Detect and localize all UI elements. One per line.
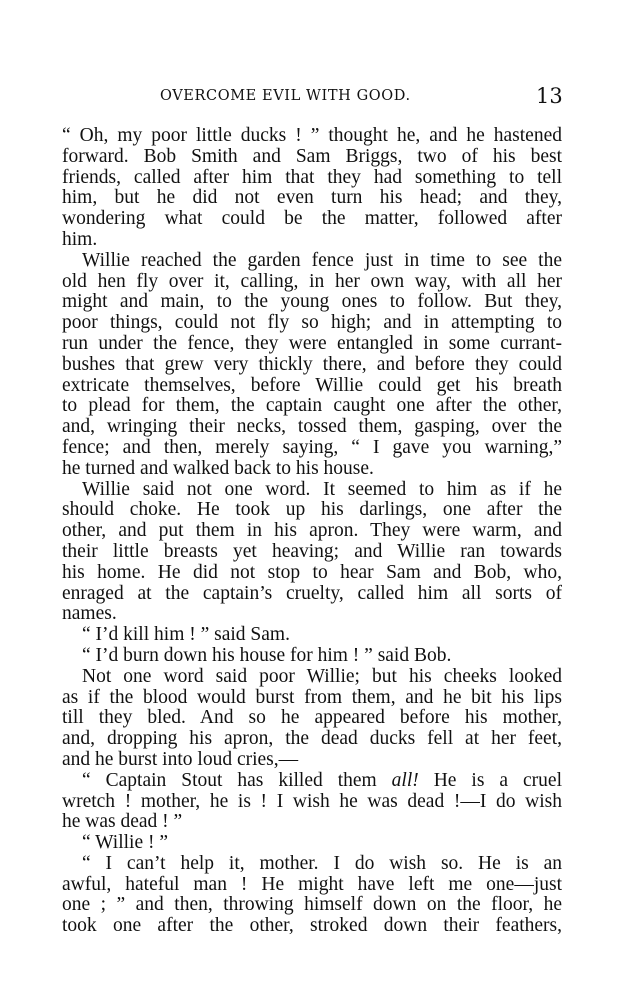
- text-line: “ I can’t help it, mother. I do wish so. He is an: [82, 853, 562, 874]
- text-line: and, dropping his apron, the dead ducks fell at her feet,: [62, 729, 562, 750]
- text-line: should choke. He took up his darlings, one after the: [62, 500, 562, 521]
- text-line: he turned and walked back to his house.: [62, 457, 374, 479]
- text-line: Willie said not one word. It seemed to him as if he: [82, 479, 562, 500]
- text-line: enraged at the captain’s cruelty, called him all sorts of: [62, 583, 562, 604]
- text-line: Willie reached the garden fence just in time to see the: [82, 250, 562, 271]
- text-line: “ I’d burn down his house for him ! ” said Bob.: [82, 644, 452, 666]
- text-line: and, wringing their necks, tossed them, gasping, over the: [62, 417, 562, 438]
- text-line: one ; ” and then, throwing himself down on the floor, he: [62, 895, 562, 916]
- text-line: as if the blood would burst from them, and he bit his lips: [62, 687, 562, 708]
- text-line: old hen fly over it, calling, in her own way, with all her: [62, 271, 562, 292]
- text-line: wondering what could be the matter, followed after: [62, 209, 562, 230]
- text-line: poor things, could not fly so high; and in attempting to: [62, 313, 562, 334]
- text-line: wretch ! mother, he is ! I wish he was dead !—I do wish: [62, 791, 562, 812]
- text-line: forward. Bob Smith and Sam Briggs, two of his best: [62, 146, 562, 167]
- text-line: and he burst into loud cries,—: [62, 748, 299, 770]
- text-line: run under the fence, they were entangled in some currant-: [62, 333, 562, 354]
- text-line: “ Oh, my poor little ducks ! ” thought he, and he hastened: [62, 126, 562, 146]
- text-line: extricate themselves, before Willie could get his breath: [62, 375, 562, 396]
- running-title: OVERCOME EVIL WITH GOOD.: [160, 88, 411, 104]
- text-line: to plead for them, the captain caught one after the other,: [62, 396, 562, 417]
- text-segment: “ Captain Stout has killed them: [82, 770, 392, 791]
- text-line: might and main, to the young ones to follow. But they,: [62, 292, 562, 313]
- text-line: he was dead ! ”: [62, 811, 183, 833]
- text-line: bushes that grew very thickly there, and before they could: [62, 354, 562, 375]
- text-line: fence; and then, merely saying, “ I gave you warning,”: [62, 437, 562, 458]
- text-line: his home. He did not stop to hear Sam and Bob, who,: [62, 562, 562, 583]
- page-header: [0, 84, 631, 112]
- text-line: Not one word said poor Willie; but his cheeks looked: [82, 666, 562, 687]
- text-line: names.: [62, 603, 117, 625]
- italic-emphasis: all!: [391, 770, 419, 791]
- page-number: 13: [536, 84, 563, 108]
- text-line: “ I’d kill him ! ” said Sam.: [82, 624, 290, 646]
- text-line: till they bled. And so he appeared before his mother,: [62, 708, 562, 729]
- text-segment: He is a cruel: [418, 770, 562, 791]
- text-line: awful, hateful man ! He might have left me one—just: [62, 874, 562, 895]
- text-line: “ Willie ! ”: [82, 832, 169, 854]
- body-text: [62, 126, 562, 937]
- text-line: their little breasts yet heaving; and Willie ran towards: [62, 541, 562, 562]
- text-line: [62, 771, 562, 792]
- text-line: him.: [62, 228, 98, 250]
- text-line: other, and put them in his apron. They were warm, and: [62, 521, 562, 542]
- text-line: took one after the other, stroked down their feathers,: [62, 916, 562, 937]
- text-line: friends, called after him that they had something to tell: [62, 167, 562, 188]
- text-line: him, but he did not even turn his head; and they,: [62, 188, 562, 209]
